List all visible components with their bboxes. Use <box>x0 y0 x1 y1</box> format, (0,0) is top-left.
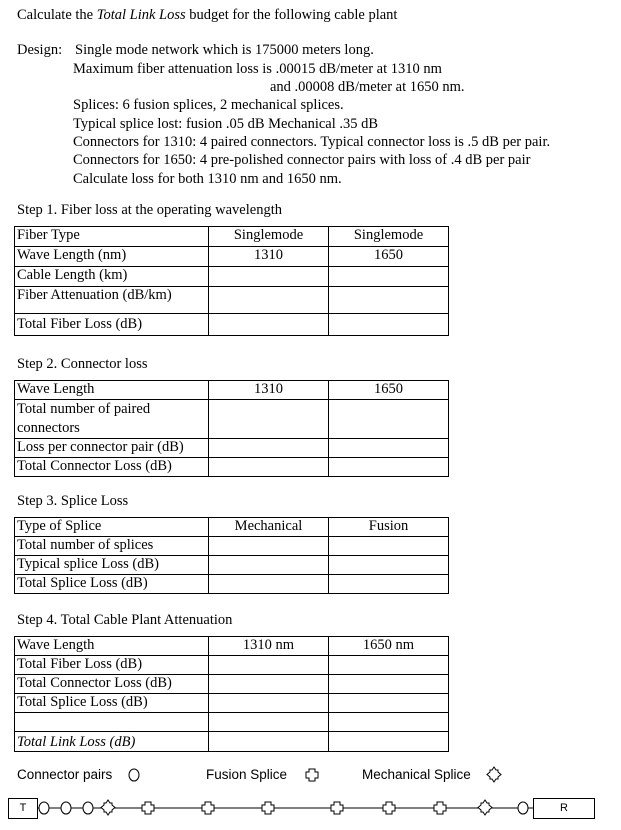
table-row <box>15 537 449 556</box>
answer-cell[interactable] <box>329 694 449 713</box>
row-label: Wave Length (nm) <box>15 247 209 267</box>
cell-1650: 1650 <box>329 381 449 400</box>
step1-table <box>14 226 449 336</box>
answer-cell[interactable] <box>329 458 449 477</box>
row-label: Fiber Type <box>15 227 209 247</box>
design-line-1: Single mode network which is 175000 meters long. <box>75 42 374 58</box>
row-label: Cable Length (km) <box>15 267 209 287</box>
table-row <box>15 575 449 594</box>
table-row <box>15 732 449 752</box>
table-row <box>15 713 449 732</box>
row-label: Total Splice Loss (dB) <box>15 575 209 594</box>
fusion-splice-icon <box>142 802 154 814</box>
legend-connector-label: Connector pairs <box>17 767 113 782</box>
row-label: Total number of paired connectors <box>15 400 209 439</box>
legend-mechanical-label: Mechanical Splice <box>362 767 471 782</box>
answer-cell[interactable] <box>209 713 329 732</box>
table-row <box>15 439 449 458</box>
row-label: Total Splice Loss (dB) <box>15 694 209 713</box>
design-label: Design: <box>17 42 63 58</box>
answer-cell[interactable] <box>329 287 449 314</box>
answer-cell[interactable] <box>209 694 329 713</box>
connector-pair-icon <box>39 802 49 814</box>
step3-table <box>14 517 449 594</box>
design-line-7: Connectors for 1650: 4 pre-polished connector pairs with loss of .4 dB per pair <box>73 152 531 168</box>
answer-cell[interactable] <box>209 575 329 594</box>
table-row <box>15 694 449 713</box>
table-row <box>15 656 449 675</box>
title-suffix: budget for the following cable plant <box>185 7 398 23</box>
row-label: Total Link Loss (dB) <box>15 732 209 752</box>
design-line-2: Maximum fiber attenuation loss is .00015 dB/meter at 1310 nm <box>73 61 442 77</box>
transmitter-label: T <box>19 802 27 814</box>
fusion-splice-icon <box>202 802 214 814</box>
answer-cell[interactable] <box>329 556 449 575</box>
answer-cell[interactable] <box>329 656 449 675</box>
link-diagram <box>0 795 621 825</box>
row-label: Type of Splice <box>15 518 209 537</box>
answer-cell[interactable] <box>209 556 329 575</box>
cell-1310: 1310 <box>209 247 329 267</box>
cell-1310: 1310 nm <box>209 637 329 656</box>
connector-pair-icon <box>61 802 71 814</box>
row-label: Total Connector Loss (dB) <box>15 458 209 477</box>
mechanical-splice-icon <box>486 766 502 783</box>
design-line-3: and .00008 dB/meter at 1650 nm. <box>270 79 465 95</box>
answer-cell[interactable] <box>329 575 449 594</box>
answer-cell[interactable] <box>209 458 329 477</box>
row-label: Total Fiber Loss (dB) <box>15 656 209 675</box>
table-row <box>15 227 449 247</box>
answer-cell[interactable] <box>209 732 329 752</box>
table-row <box>15 556 449 575</box>
table-row <box>15 637 449 656</box>
answer-cell[interactable] <box>329 439 449 458</box>
answer-cell[interactable] <box>209 314 329 336</box>
row-label: Wave Length <box>15 637 209 656</box>
receiver-label: R <box>560 802 568 814</box>
mechanical-splice-icon <box>478 800 492 815</box>
answer-cell[interactable] <box>209 656 329 675</box>
cell-1310: 1310 <box>209 381 329 400</box>
answer-cell[interactable] <box>209 537 329 556</box>
fusion-splice-icon <box>262 802 274 814</box>
fusion-splice-icon <box>331 802 343 814</box>
answer-cell[interactable] <box>329 537 449 556</box>
row-label: Wave Length <box>15 381 209 400</box>
fusion-splice-icon <box>304 767 320 783</box>
cell-1310: Singlemode <box>209 227 329 247</box>
connector-pair-icon <box>83 802 93 814</box>
step4-table <box>14 636 449 752</box>
step2-table <box>14 380 449 477</box>
answer-cell[interactable] <box>209 287 329 314</box>
row-label: Total number of splices <box>15 537 209 556</box>
cell-1650: 1650 nm <box>329 637 449 656</box>
connector-pair-icon <box>127 767 141 783</box>
answer-cell[interactable] <box>209 267 329 287</box>
step2-heading: Step 2. Connector loss <box>17 356 148 372</box>
design-line-6: Connectors for 1310: 4 paired connectors. Typical connector loss is .5 dB per pair. <box>73 134 551 150</box>
table-row <box>15 314 449 336</box>
design-line-4: Splices: 6 fusion splices, 2 mechanical splices. <box>73 97 344 113</box>
table-row <box>15 675 449 694</box>
row-label: Total Connector Loss (dB) <box>15 675 209 694</box>
step3-heading: Step 3. Splice Loss <box>17 493 129 509</box>
table-row <box>15 267 449 287</box>
answer-cell[interactable] <box>329 267 449 287</box>
row-label: Loss per connector pair (dB) <box>15 439 209 458</box>
cell-fusion: Fusion <box>329 518 449 537</box>
fusion-splice-icon <box>434 802 446 814</box>
worksheet-title <box>17 6 397 24</box>
answer-cell[interactable] <box>329 314 449 336</box>
cell-1650: Singlemode <box>329 227 449 247</box>
connector-pair-icon <box>518 802 528 814</box>
table-row <box>15 247 449 267</box>
row-label: Typical splice Loss (dB) <box>15 556 209 575</box>
answer-cell[interactable] <box>209 400 329 439</box>
answer-cell[interactable] <box>329 713 449 732</box>
legend-fusion-label: Fusion Splice <box>206 767 288 782</box>
row-label: Total Fiber Loss (dB) <box>15 314 209 336</box>
answer-cell[interactable] <box>329 732 449 752</box>
answer-cell[interactable] <box>209 439 329 458</box>
design-line-5: Typical splice lost: fusion .05 dB Mechanical .35 dB <box>73 116 379 132</box>
title-emphasis: Total Link Loss <box>96 7 186 23</box>
table-row <box>15 381 449 400</box>
row-label: Fiber Attenuation (dB/km) <box>15 287 209 314</box>
answer-cell[interactable] <box>209 675 329 694</box>
answer-cell[interactable] <box>329 675 449 694</box>
step1-heading: Step 1. Fiber loss at the operating wavelength <box>17 202 282 218</box>
table-row <box>15 458 449 477</box>
table-row <box>15 287 449 314</box>
table-row <box>15 518 449 537</box>
cell-1650: 1650 <box>329 247 449 267</box>
table-row <box>15 400 449 439</box>
step4-heading: Step 4. Total Cable Plant Attenuation <box>17 612 233 628</box>
fusion-splice-icon <box>383 802 395 814</box>
design-line-8: Calculate loss for both 1310 nm and 1650 nm. <box>73 171 342 187</box>
row-label <box>15 713 209 732</box>
title-prefix: Calculate the <box>17 7 97 23</box>
mechanical-splice-icon <box>101 800 115 815</box>
cell-mechanical: Mechanical <box>209 518 329 537</box>
answer-cell[interactable] <box>329 400 449 439</box>
